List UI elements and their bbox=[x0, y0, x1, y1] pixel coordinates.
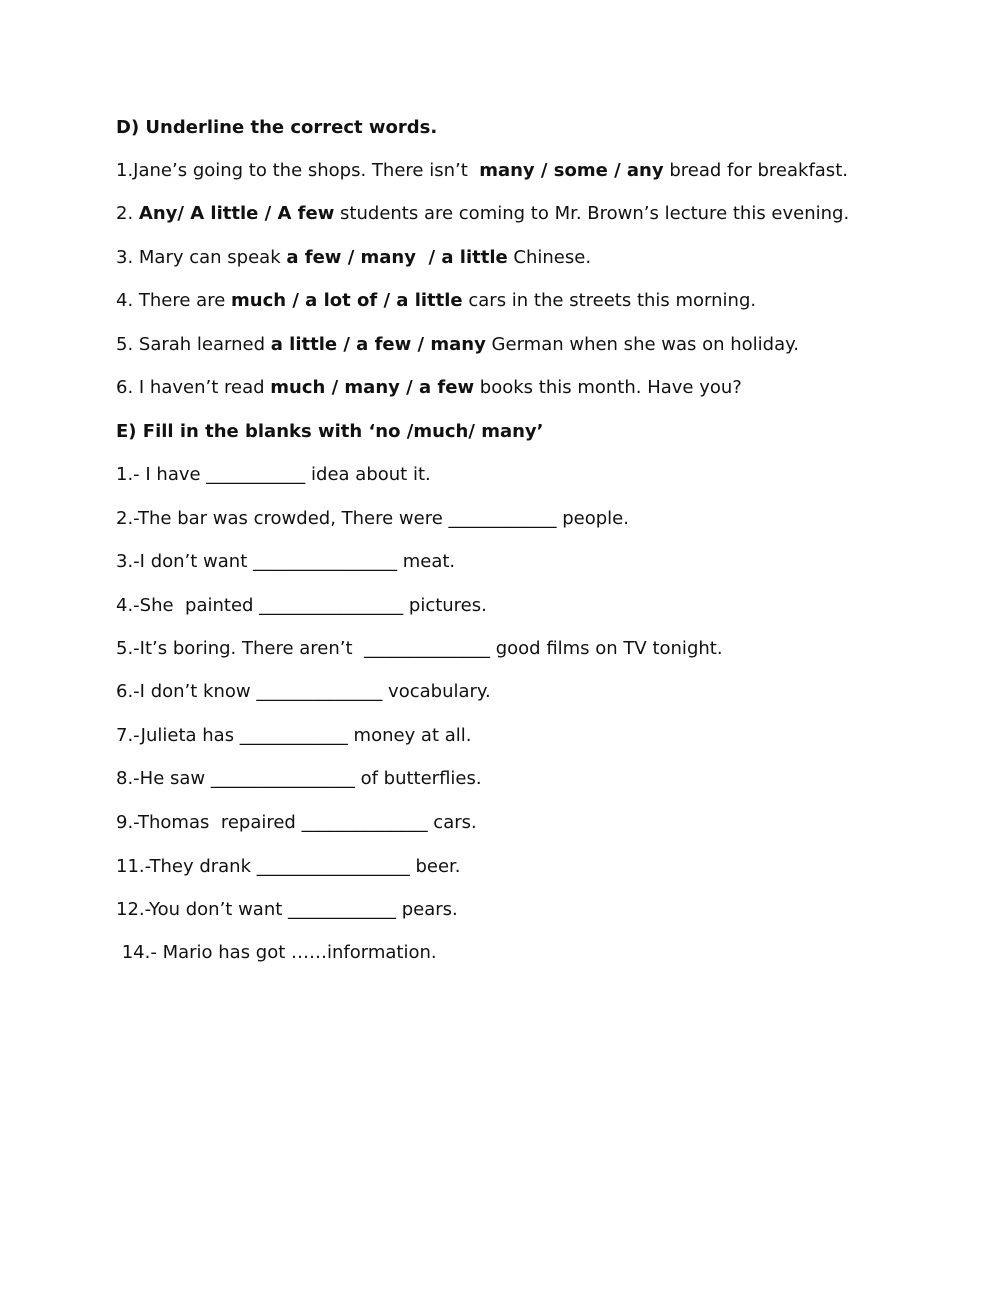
item-options[interactable]: a little / a few / many bbox=[270, 334, 486, 355]
exercise-d-item-1 bbox=[116, 159, 848, 183]
exercise-d-item-2 bbox=[116, 202, 849, 226]
exercise-d-item-3 bbox=[116, 246, 591, 270]
exercise-e-item-7[interactable]: 7.-Julieta has ____________ money at all. bbox=[116, 725, 472, 746]
exercise-e-item-14[interactable]: 14.- Mario has got ……information. bbox=[116, 942, 437, 963]
exercise-e-item-6[interactable]: 6.-I don’t know ______________ vocabulary. bbox=[116, 681, 491, 702]
item-text-post: Chinese. bbox=[507, 247, 592, 268]
exercise-d-item-6 bbox=[116, 376, 742, 400]
item-text-pre: 3. Mary can speak bbox=[116, 247, 287, 268]
item-options[interactable]: Any/ A little / A few bbox=[138, 203, 335, 224]
exercise-e-item-2[interactable]: 2.-The bar was crowded, There were ____________ people. bbox=[116, 508, 629, 529]
exercise-d-item-4 bbox=[116, 289, 756, 313]
exercise-e-item-5[interactable]: 5.-It’s boring. There aren’t ______________ good films on TV tonight. bbox=[116, 638, 723, 659]
item-text-post: German when she was on holiday. bbox=[485, 334, 799, 355]
exercise-e-item-9[interactable]: 9.-Thomas repaired ______________ cars. bbox=[116, 812, 477, 833]
section-d-heading: D) Underline the correct words. bbox=[116, 117, 438, 138]
section-e-heading: E) Fill in the blanks with ‘no /much/ many’ bbox=[116, 421, 544, 442]
item-text-post: cars in the streets this morning. bbox=[462, 290, 757, 311]
exercise-e-item-4[interactable]: 4.-She painted ________________ pictures. bbox=[116, 595, 487, 616]
exercise-d-item-5 bbox=[116, 333, 799, 357]
exercise-e-item-12[interactable]: 12.-You don’t want ____________ pears. bbox=[116, 899, 458, 920]
exercise-e-item-1[interactable]: 1.- I have ___________ idea about it. bbox=[116, 464, 431, 485]
item-options[interactable]: many / some / any bbox=[479, 160, 664, 181]
item-text-pre: 6. I haven’t read bbox=[116, 377, 271, 398]
exercise-e-item-8[interactable]: 8.-He saw ________________ of butterflies. bbox=[116, 768, 482, 789]
item-text-post: bread for breakfast. bbox=[663, 160, 848, 181]
item-options[interactable]: much / a lot of / a little bbox=[231, 290, 463, 311]
item-text-post: books this month. Have you? bbox=[474, 377, 742, 398]
item-text-pre: 5. Sarah learned bbox=[116, 334, 271, 355]
item-text-pre: 1.Jane’s going to the shops. There isn’t bbox=[116, 160, 480, 181]
item-text-pre: 4. There are bbox=[116, 290, 232, 311]
item-options[interactable]: a few / many / a little bbox=[286, 247, 508, 268]
exercise-e-item-3[interactable]: 3.-I don’t want ________________ meat. bbox=[116, 551, 456, 572]
exercise-e-item-11[interactable]: 11.-They drank _________________ beer. bbox=[116, 856, 461, 877]
item-text-pre: 2. bbox=[116, 203, 139, 224]
item-options[interactable]: much / many / a few bbox=[270, 377, 475, 398]
item-text-post: students are coming to Mr. Brown’s lecture this evening. bbox=[334, 203, 850, 224]
